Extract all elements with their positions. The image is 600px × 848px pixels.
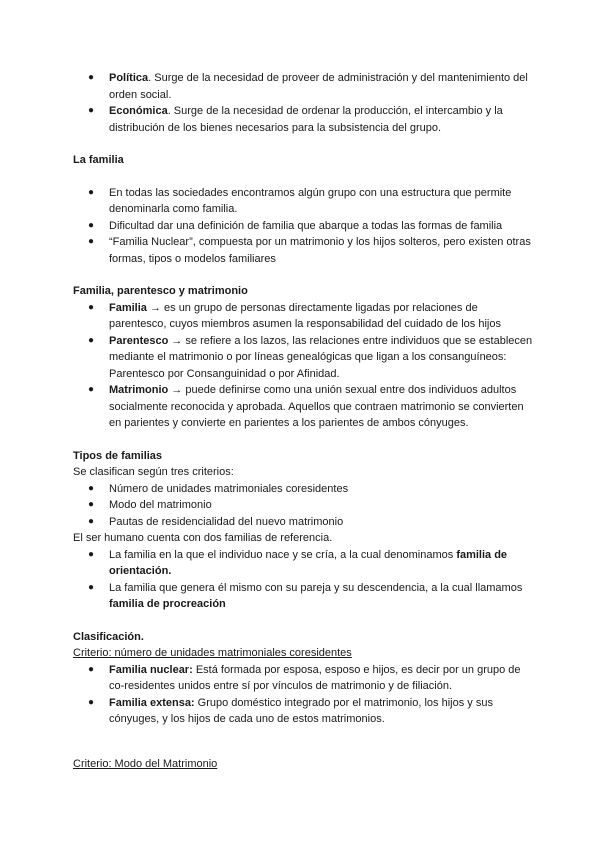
- list-item: [73, 580, 533, 613]
- list-item: [73, 333, 533, 383]
- item-text: Número de unidades matrimoniales coresidentes: [109, 482, 349, 495]
- document-body: [73, 70, 533, 772]
- term-label: familia de procreación: [109, 598, 226, 610]
- bullet-icon: ●: [88, 236, 95, 247]
- references-list: [73, 547, 533, 613]
- item-text: “Familia Nuclear”, compuesta por un matrimonio y los hijos solteros, pero existen otras formas, tipos o modelos familiares: [109, 236, 531, 265]
- bullet-icon: ●: [88, 663, 95, 675]
- item-text: Dificultad dar una definición de familia que abarque a todas las formas de familia: [109, 219, 503, 232]
- familia-list: [73, 185, 533, 268]
- term-label: Matrimonio: [109, 384, 169, 396]
- term-text: . Surge de la necesidad de ordenar la producción, el intercambio y la distribución de los bienes necesarios para la subsistencia del grupo.: [109, 105, 503, 134]
- term-text: Grupo doméstico integrado por el matrimonio, los hijos y sus cónyuges, y los hijos de cada uno de estos matrimonios.: [109, 696, 493, 725]
- reference-intro: El ser humano cuenta con dos familias de referencia.: [73, 532, 333, 544]
- section-heading-familia: La familia: [73, 154, 124, 166]
- bullet-icon: ●: [88, 219, 95, 231]
- list-item: [73, 218, 533, 235]
- list-item: [73, 382, 533, 432]
- bullet-icon: ●: [88, 301, 95, 313]
- term-text: → se refiere a los lazos, las relaciones entre individuos que se establecen mediante el matrimonio o por líneas genealógicas que ligan a los consanguíneos: Parentesco por Consanguinidad o por Afinidad.: [109, 334, 533, 380]
- item-text: La familia que genera él mismo con su pareja y su descendencia, a la cual llamamos: [109, 581, 523, 594]
- bullet-icon: ●: [88, 72, 95, 83]
- section-heading-clasificacion: Clasificación.: [73, 630, 144, 643]
- term-text: . Surge de la necesidad de proveer de administración y del mantenimiento del orden social.: [109, 72, 528, 101]
- item-text: Modo del matrimonio: [109, 499, 212, 511]
- section-heading-tipos: Tipos de familias: [73, 449, 163, 462]
- intro-list: [73, 70, 533, 136]
- list-item: [73, 300, 533, 333]
- section-heading-parentesco: Familia, parentesco y matrimonio: [73, 285, 248, 297]
- bullet-icon: ●: [88, 696, 95, 708]
- parentesco-list: [73, 300, 533, 432]
- bullet-icon: ●: [88, 482, 95, 494]
- term-label: Política: [109, 72, 149, 84]
- term-text: Está formada por esposa, esposo e hijos, es decir por un grupo de co-residentes unidos entre sí por vínculos de matrimonio y de filiación.: [109, 663, 521, 692]
- bullet-icon: ●: [88, 334, 95, 346]
- term-label: Familia nuclear:: [109, 663, 193, 676]
- item-text: En todas las sociedades encontramos algún grupo con una estructura que permite denominarla como familia.: [109, 186, 512, 215]
- criterion-heading: Criterio: número de unidades matrimoniales coresidentes: [73, 647, 352, 659]
- bullet-icon: ●: [88, 186, 95, 198]
- list-item: [73, 514, 533, 531]
- term-text: → puede definirse como una unión sexual entre dos individuos adultos socialmente reconocida y aprobada. Aquellos que contraen matrimonio se convierten en parientes y convierte en parientes a los parientes de ambos cónyuges.: [109, 384, 524, 429]
- bullet-icon: ●: [88, 581, 95, 593]
- list-item: [73, 103, 533, 136]
- bullet-icon: ●: [88, 515, 95, 527]
- term-label: familia de orientación.: [109, 548, 508, 577]
- list-item: [73, 497, 533, 514]
- list-item: [73, 547, 533, 580]
- term-label: Familia extensa:: [109, 696, 195, 709]
- list-item: [73, 662, 533, 695]
- bullet-icon: ●: [88, 499, 95, 510]
- term-label: Económica: [109, 105, 168, 117]
- bullet-icon: ●: [88, 384, 95, 395]
- list-item: [73, 695, 533, 728]
- item-text: La familia en la que el individuo nace y se cría, a la cual denominamos: [109, 548, 457, 561]
- list-item: [73, 70, 533, 103]
- clasificacion-list: [73, 662, 533, 728]
- criterion-heading: Criterio: Modo del Matrimonio: [73, 757, 218, 770]
- bullet-icon: ●: [88, 548, 95, 560]
- term-label: Parentesco: [109, 334, 169, 347]
- bullet-icon: ●: [88, 105, 95, 116]
- list-item: [73, 185, 533, 218]
- tipos-intro: Se clasifican según tres criterios:: [73, 466, 234, 478]
- list-item: [73, 234, 533, 267]
- term-text: → es un grupo de personas directamente ligadas por relaciones de parentesco, cuyos miembros asumen la responsabilidad del cuidado de los hijos: [109, 301, 501, 330]
- term-label: Familia: [109, 301, 147, 314]
- criteria-list: [73, 481, 533, 531]
- item-text: Pautas de residencialidad del nuevo matrimonio: [109, 515, 344, 528]
- list-item: [73, 481, 533, 498]
